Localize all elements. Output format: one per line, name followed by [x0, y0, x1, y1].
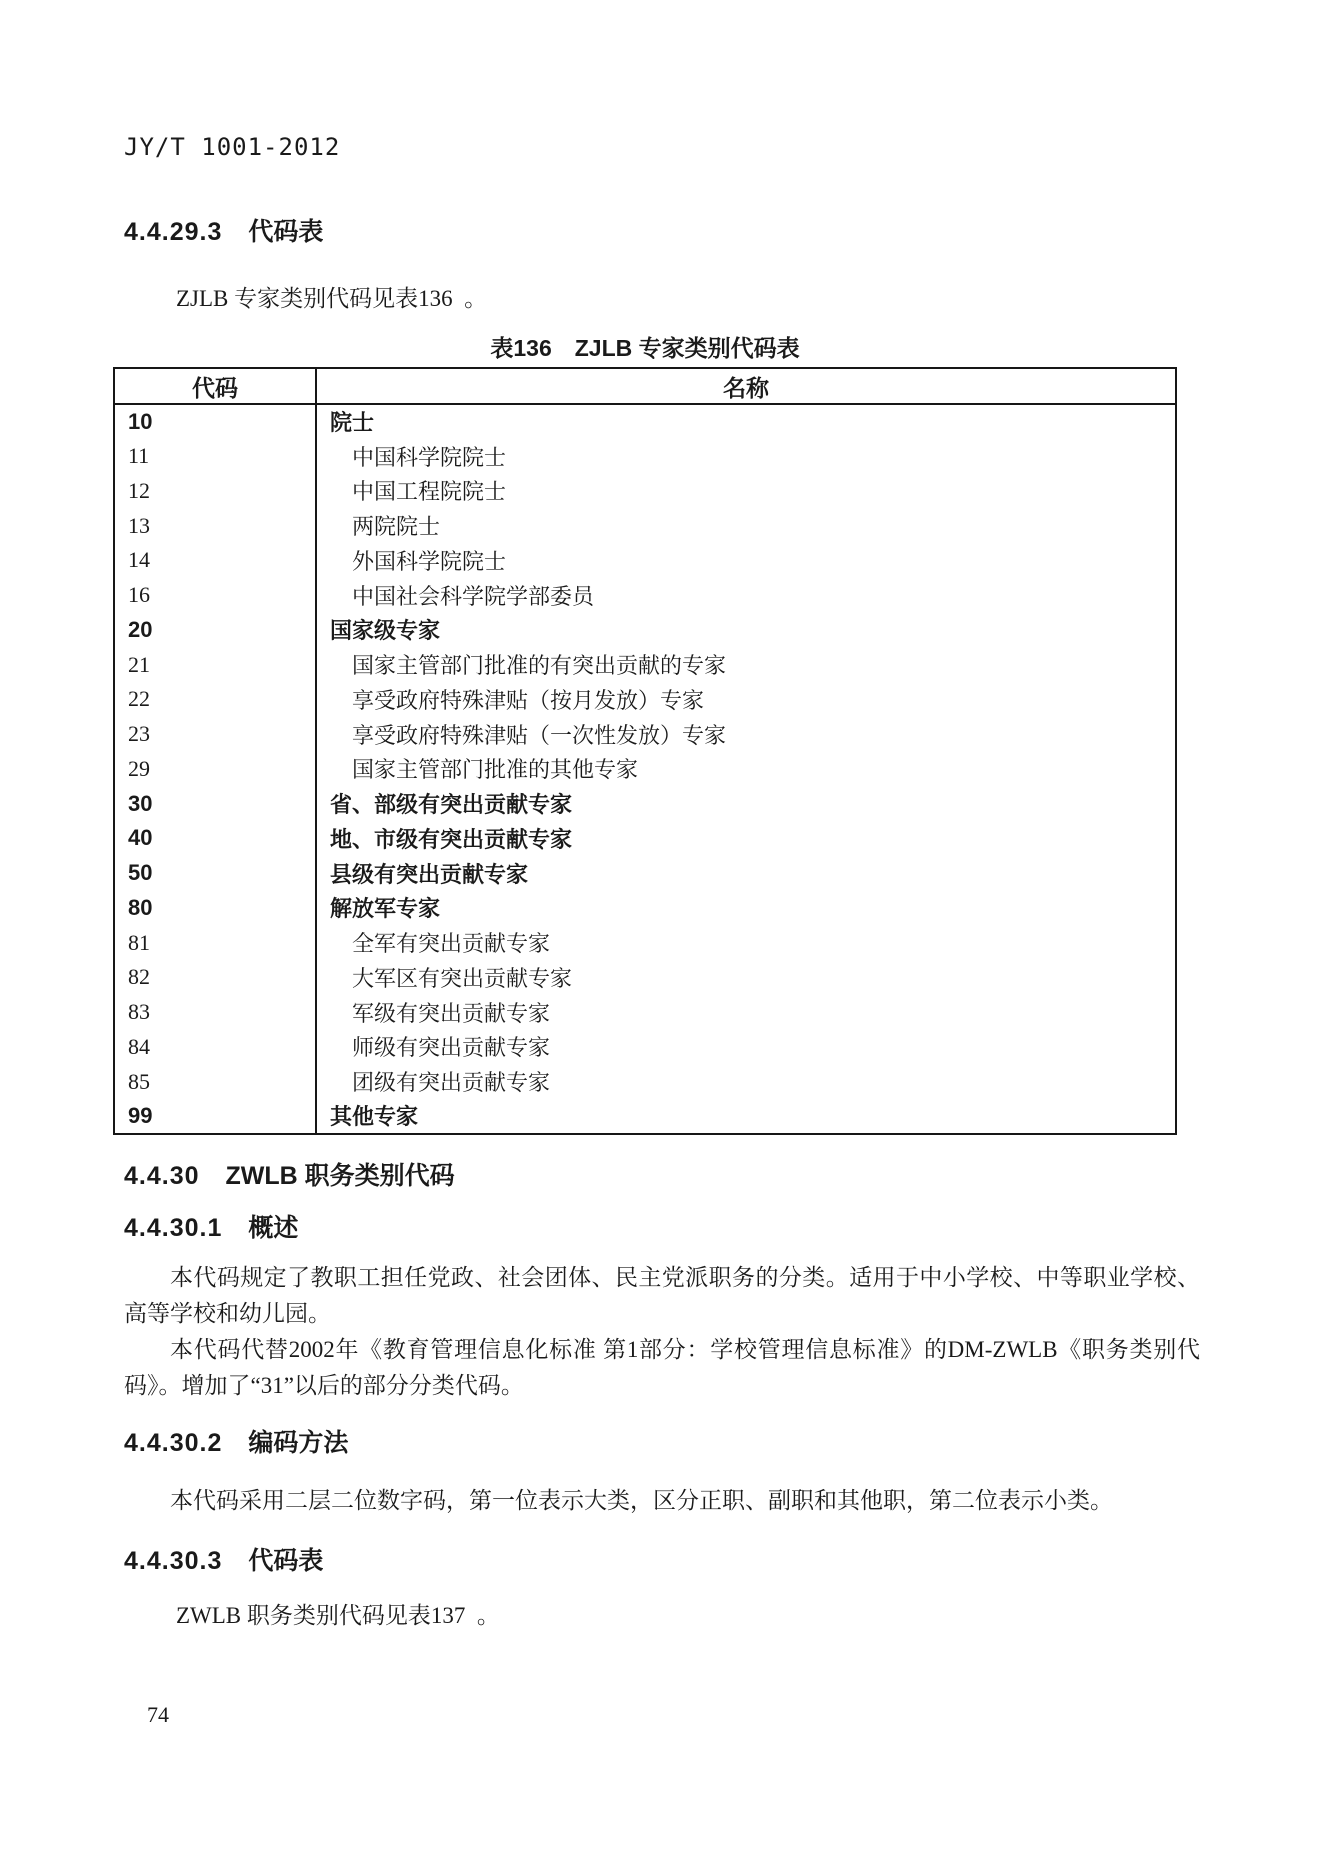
table-row	[114, 856, 1176, 891]
table-row	[114, 439, 1176, 474]
document-code-header: JY/T 1001-2012	[124, 133, 341, 161]
table-row	[114, 1099, 1176, 1134]
heading-number: 4.4.30	[124, 1162, 200, 1190]
code-cell: 81	[114, 925, 316, 960]
table-row	[114, 682, 1176, 717]
table136-intro-text: ZJLB 专家类别代码见表136 。	[176, 286, 488, 311]
name-cell: 全军有突出贡献专家	[352, 931, 551, 957]
heading-title: ZWLB 职务类别代码	[225, 1162, 455, 1190]
code-cell: 12	[114, 474, 316, 509]
code-cell: 13	[114, 508, 316, 543]
name-cell: 外国科学院院士	[352, 548, 507, 574]
table-row	[114, 960, 1176, 995]
name-cell: 享受政府特殊津贴（按月发放）专家	[352, 687, 705, 713]
column-header-name: 名称	[316, 368, 1176, 404]
code-cell: 21	[114, 647, 316, 682]
name-cell: 地、市级有突出贡献专家	[330, 826, 573, 852]
code-cell: 30	[114, 786, 316, 821]
heading-number: 4.4.30.1	[124, 1214, 223, 1242]
coding-method-paragraph: 本代码采用二层二位数字码，第一位表示大类，区分正职、副职和其他职，第二位表示小类。	[170, 1488, 1113, 1513]
table-row	[114, 717, 1176, 752]
table-row	[114, 995, 1176, 1030]
heading-title: 代码表	[248, 218, 324, 246]
column-header-code: 代码	[114, 368, 316, 404]
name-cell: 国家主管部门批准的其他专家	[352, 757, 639, 783]
code-cell: 83	[114, 995, 316, 1030]
heading-4-4-30-1	[124, 1208, 298, 1244]
code-cell: 82	[114, 960, 316, 995]
table-row	[114, 474, 1176, 509]
table-row	[114, 786, 1176, 821]
table137-intro-text: ZWLB 职务类别代码见表137 。	[176, 1603, 500, 1628]
heading-4-4-29-3	[124, 212, 323, 248]
table-row	[114, 543, 1176, 578]
name-cell: 院士	[330, 410, 375, 436]
table-header-row	[114, 368, 1176, 404]
heading-title: 概述	[248, 1214, 299, 1242]
code-cell: 40	[114, 821, 316, 856]
heading-title: 编码方法	[248, 1429, 349, 1457]
name-cell: 大军区有突出贡献专家	[352, 965, 573, 991]
table-row	[114, 1030, 1176, 1065]
code-cell: 80	[114, 891, 316, 926]
code-cell: 16	[114, 578, 316, 613]
table136-code-table	[113, 367, 1177, 1135]
heading-4-4-30	[124, 1156, 455, 1192]
coding-method-paragraph-wrap	[124, 1483, 1200, 1519]
code-cell: 85	[114, 1064, 316, 1099]
heading-4-4-30-2	[124, 1423, 348, 1459]
name-cell: 解放军专家	[330, 896, 441, 922]
name-cell: 县级有突出贡献专家	[330, 861, 529, 887]
code-cell: 50	[114, 856, 316, 891]
table136-header	[114, 368, 1176, 404]
table-row	[114, 404, 1176, 439]
table-row	[114, 508, 1176, 543]
table-row	[114, 891, 1176, 926]
heading-title: 代码表	[248, 1547, 324, 1575]
name-cell: 中国工程院院士	[352, 479, 507, 505]
code-cell: 10	[114, 404, 316, 439]
table-row	[114, 752, 1176, 787]
name-cell: 其他专家	[330, 1104, 419, 1130]
overview-paragraph-2: 本代码代替2002年《教育管理信息化标准 第1部分：学校管理信息标准》的DM-ZWLB《职务类别代码》。增加了“31”以后的部分分类代码。	[124, 1337, 1200, 1398]
name-cell: 国家主管部门批准的有突出贡献的专家	[352, 653, 727, 679]
code-cell: 23	[114, 717, 316, 752]
code-cell: 14	[114, 543, 316, 578]
name-cell: 省、部级有突出贡献专家	[330, 792, 573, 818]
heading-number: 4.4.30.2	[124, 1429, 223, 1457]
code-cell: 22	[114, 682, 316, 717]
table-row	[114, 821, 1176, 856]
name-cell: 中国社会科学院学部委员	[352, 583, 595, 609]
table-row	[114, 578, 1176, 613]
table136-caption: 表136 ZJLB 专家类别代码表	[490, 335, 800, 361]
table-row	[114, 647, 1176, 682]
overview-paragraph-1: 本代码规定了教职工担任党政、社会团体、民主党派职务的分类。适用于中小学校、中等职业学校、高等学校和幼儿园。	[124, 1265, 1200, 1326]
heading-4-4-30-3	[124, 1541, 323, 1577]
table-row	[114, 925, 1176, 960]
table-row	[114, 613, 1176, 648]
heading-number: 4.4.29.3	[124, 218, 223, 246]
code-cell: 29	[114, 752, 316, 787]
code-cell: 11	[114, 439, 316, 474]
name-cell: 两院院士	[352, 514, 441, 540]
name-cell: 中国科学院院士	[352, 444, 507, 470]
name-cell: 师级有突出贡献专家	[352, 1035, 551, 1061]
page-number: 74	[147, 1702, 169, 1727]
code-cell: 99	[114, 1099, 316, 1134]
overview-paragraphs	[124, 1260, 1200, 1404]
name-cell: 军级有突出贡献专家	[352, 1000, 551, 1026]
table136-body	[114, 404, 1176, 1134]
heading-number: 4.4.30.3	[124, 1547, 223, 1575]
name-cell: 团级有突出贡献专家	[352, 1070, 551, 1096]
name-cell: 享受政府特殊津贴（一次性发放）专家	[352, 722, 727, 748]
table-row	[114, 1064, 1176, 1099]
code-cell: 84	[114, 1030, 316, 1065]
name-cell: 国家级专家	[330, 618, 441, 644]
code-cell: 20	[114, 613, 316, 648]
